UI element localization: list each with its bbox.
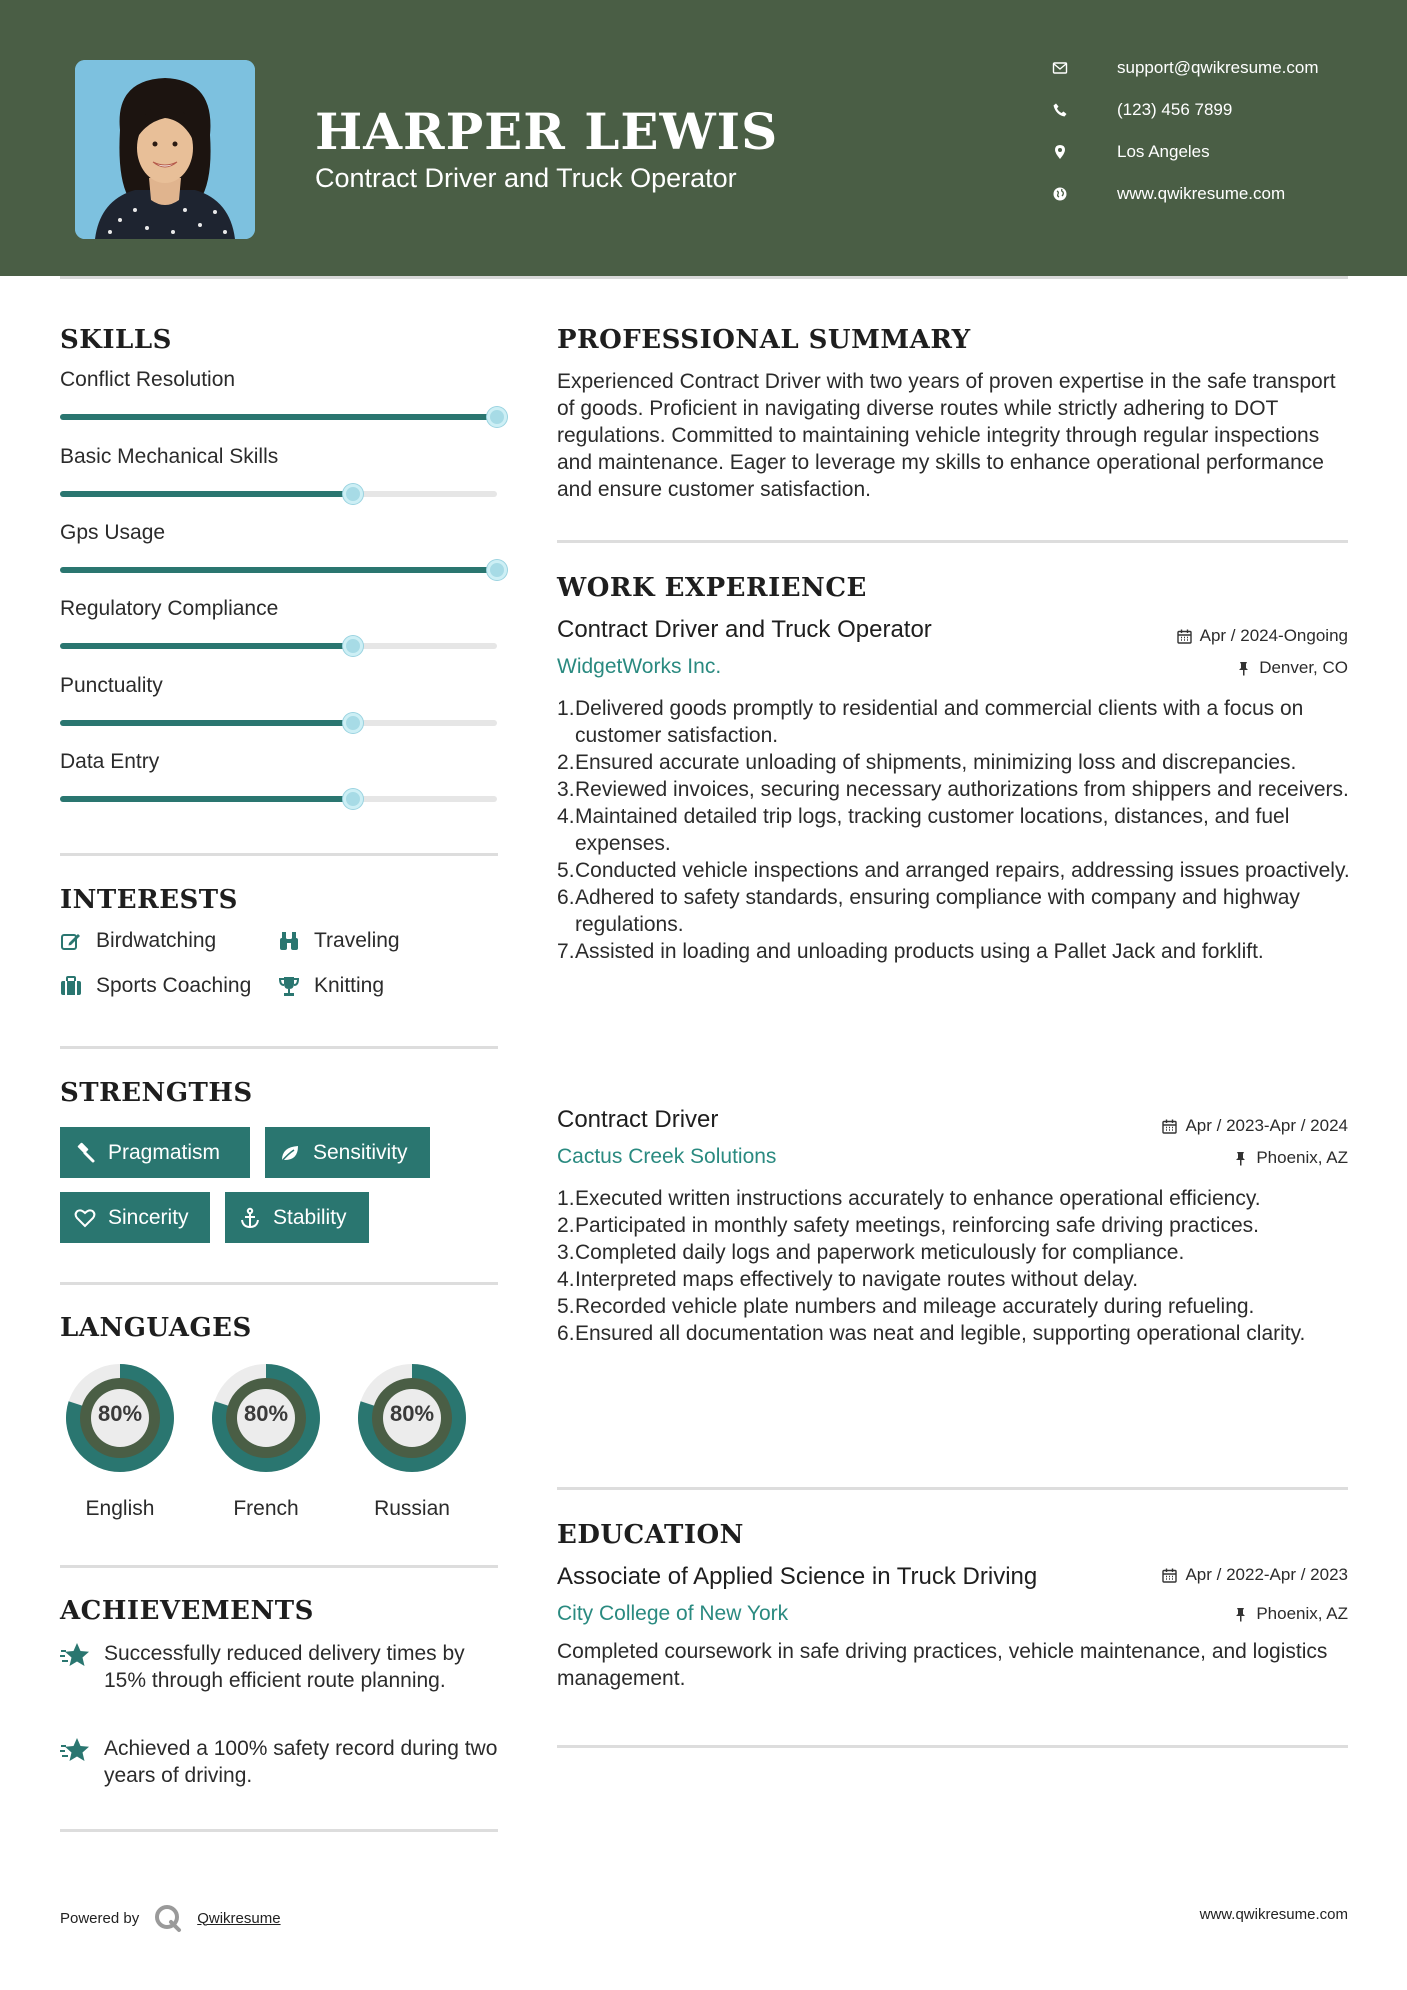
skill-bar-knob <box>343 636 363 656</box>
job-bullet: Ensured all documentation was neat and legible, supporting operational clarity. <box>575 1322 1306 1345</box>
language-item <box>205 1357 327 1520</box>
powered-by-text: Powered by <box>60 1909 140 1927</box>
contact-email[interactable] <box>1052 58 1392 78</box>
pushpin-icon <box>1236 661 1251 676</box>
job-title: Contract Driver <box>557 1106 719 1133</box>
qwikresume-link[interactable]: Qwikresume <box>197 1909 281 1927</box>
qwikresume-logo-icon <box>153 1903 183 1933</box>
strength-badge <box>265 1127 430 1178</box>
skill-bar-fill <box>60 796 353 802</box>
job-date <box>1162 1116 1348 1136</box>
job-bullet: Delivered goods promptly to residential and commercial clients with a focus on customer satisfaction. <box>575 697 1304 747</box>
contact-location-text: Los Angeles <box>1117 142 1210 161</box>
skill-bar-fill <box>60 720 353 726</box>
interest-item <box>60 929 216 953</box>
contact-location <box>1052 142 1392 162</box>
skill-bar <box>60 720 497 726</box>
skill-bar <box>60 796 497 802</box>
summary-heading: PROFESSIONAL SUMMARY <box>557 325 971 355</box>
experience-heading: WORK EXPERIENCE <box>557 573 867 603</box>
education-heading: EDUCATION <box>557 1520 744 1550</box>
trophy-icon <box>278 975 314 997</box>
job-bullets <box>557 1185 1352 1347</box>
skill-bar <box>60 643 497 649</box>
skill-label: Punctuality <box>60 674 163 697</box>
job-bullets <box>557 695 1352 965</box>
interest-label: Sports Coaching <box>96 974 252 997</box>
education-date <box>1162 1565 1348 1585</box>
binoculars-icon <box>278 930 314 952</box>
job-bullet: Adhered to safety standards, ensuring compliance with company and highway regulations. <box>575 886 1300 936</box>
company-name: WidgetWorks Inc. <box>557 655 722 678</box>
map-pin-icon <box>1052 144 1082 160</box>
education-location-text: Phoenix, AZ <box>1256 1604 1348 1623</box>
interests-heading: INTERESTS <box>60 885 238 915</box>
edit-icon <box>60 930 96 952</box>
section-divider <box>60 1565 498 1568</box>
skill-bar-knob <box>343 789 363 809</box>
job-bullet: Assisted in loading and unloading products using a Pallet Jack and forklift. <box>575 940 1264 963</box>
pushpin-icon <box>1233 1151 1248 1166</box>
interest-label: Birdwatching <box>96 929 217 952</box>
skill-label: Data Entry <box>60 750 160 773</box>
achievement-text: Achieved a 100% safety record during two years of driving. <box>104 1737 498 1787</box>
section-divider <box>557 1745 1348 1748</box>
calendar-icon <box>1177 629 1192 644</box>
interest-label: Traveling <box>314 929 400 952</box>
skill-label: Basic Mechanical Skills <box>60 445 279 468</box>
profile-photo <box>75 60 255 239</box>
job-bullet: Interpreted maps effectively to navigate routes without delay. <box>575 1268 1139 1291</box>
languages-heading: LANGUAGES <box>60 1313 252 1343</box>
calendar-icon <box>1162 1568 1177 1583</box>
skills-heading: SKILLS <box>60 325 172 355</box>
strength-label: Stability <box>273 1205 347 1229</box>
skill-bar <box>60 567 497 573</box>
heart-icon <box>74 1207 96 1229</box>
skill-bar-fill <box>60 414 497 420</box>
candidate-name: HARPER LEWIS <box>315 102 779 161</box>
interest-item <box>278 974 384 998</box>
skill-bar-knob <box>343 713 363 733</box>
job-bullet: Executed written instructions accurately to enhance operational efficiency. <box>575 1187 1261 1210</box>
strength-label: Pragmatism <box>108 1140 221 1164</box>
achievement-item <box>60 1735 500 1789</box>
contact-website[interactable] <box>1052 184 1392 204</box>
job-location-text: Phoenix, AZ <box>1256 1148 1348 1167</box>
globe-icon <box>1052 186 1082 202</box>
profile-photo-image <box>75 60 255 239</box>
job-date-text: Apr / 2024-Ongoing <box>1199 626 1348 645</box>
skill-bar-fill <box>60 567 497 573</box>
section-divider <box>60 1046 498 1049</box>
achievement-item <box>60 1640 500 1694</box>
strength-label: Sincerity <box>108 1205 189 1229</box>
candidate-title: Contract Driver and Truck Operator <box>315 163 737 193</box>
language-name: Russian <box>374 1497 450 1520</box>
section-divider <box>557 1487 1348 1490</box>
skill-bar <box>60 491 497 497</box>
briefcase-icon <box>60 975 96 997</box>
interest-label: Knitting <box>314 974 385 997</box>
language-name: French <box>233 1497 299 1520</box>
language-item <box>59 1357 181 1520</box>
contact-phone[interactable] <box>1052 100 1392 120</box>
language-percent: 80% <box>97 1401 143 1426</box>
gavel-icon <box>74 1142 96 1164</box>
job-bullet: Ensured accurate unloading of shipments, minimizing loss and discrepancies. <box>575 751 1297 774</box>
skill-label: Conflict Resolution <box>60 368 236 391</box>
interest-item <box>278 929 400 953</box>
contact-website-text: www.qwikresume.com <box>1117 184 1286 203</box>
job-date-text: Apr / 2023-Apr / 2024 <box>1185 1116 1348 1135</box>
star-icon <box>60 1735 104 1789</box>
phone-icon <box>1052 102 1082 118</box>
language-percent: 80% <box>243 1401 289 1426</box>
job-location <box>1233 1148 1348 1168</box>
language-percent: 80% <box>389 1401 435 1426</box>
skill-bar-knob <box>487 407 507 427</box>
pushpin-icon <box>1233 1607 1248 1622</box>
job-bullet: Completed daily logs and paperwork meticulously for compliance. <box>575 1241 1185 1264</box>
education-description: Completed coursework in safe driving practices, vehicle maintenance, and logistics management. <box>557 1640 1328 1690</box>
company-name: Cactus Creek Solutions <box>557 1145 777 1168</box>
school-name: City College of New York <box>557 1602 789 1625</box>
section-divider <box>60 1282 498 1285</box>
skill-bar <box>60 414 497 420</box>
anchor-icon <box>239 1207 261 1229</box>
envelope-icon <box>1052 60 1082 76</box>
skill-label: Regulatory Compliance <box>60 597 279 620</box>
job-bullet: Recorded vehicle plate numbers and mileage accurately during refueling. <box>575 1295 1255 1318</box>
degree-title: Associate of Applied Science in Truck Driving <box>557 1563 1038 1590</box>
job-bullet: Conducted vehicle inspections and arranged repairs, addressing issues proactively. <box>575 859 1350 882</box>
language-name: English <box>85 1497 155 1520</box>
header-divider <box>60 276 1348 279</box>
section-divider <box>557 540 1348 543</box>
strengths-heading: STRENGTHS <box>60 1078 253 1108</box>
section-divider <box>60 1829 498 1832</box>
star-icon <box>60 1640 104 1694</box>
footer-website[interactable]: www.qwikresume.com <box>1199 1906 1348 1923</box>
skill-bar-knob <box>487 560 507 580</box>
skill-bar-fill <box>60 643 353 649</box>
job-title: Contract Driver and Truck Operator <box>557 616 932 643</box>
achievements-heading: ACHIEVEMENTS <box>60 1596 314 1626</box>
strength-badge <box>60 1127 250 1178</box>
contact-phone-text: (123) 456 7899 <box>1117 100 1233 119</box>
interest-item <box>60 974 251 998</box>
job-date <box>1177 626 1348 646</box>
strength-label: Sensitivity <box>313 1140 408 1164</box>
calendar-icon <box>1162 1119 1177 1134</box>
footer-powered-by <box>60 1903 281 1933</box>
skill-label: Gps Usage <box>60 521 166 544</box>
section-divider <box>60 853 498 856</box>
language-item <box>351 1357 473 1520</box>
job-bullet: Participated in monthly safety meetings, reinforcing safe driving practices. <box>575 1214 1259 1237</box>
education-date-text: Apr / 2022-Apr / 2023 <box>1185 1565 1348 1584</box>
skill-bar-knob <box>343 484 363 504</box>
summary-text: Experienced Contract Driver with two years of proven expertise in the safe transport of goods. Proficient in navigating diverse routes while strictly adhering to DOT regulations. Committed to maintaining vehicle integrity through regular inspections and maintenance. Eager to leverage my skills to enhance operational performance and ensure customer satisfaction. <box>557 370 1336 501</box>
job-location-text: Denver, CO <box>1259 658 1348 677</box>
skill-bar-fill <box>60 491 353 497</box>
strength-badge <box>225 1192 369 1243</box>
leaf-icon <box>279 1142 301 1164</box>
job-location <box>1236 658 1348 678</box>
education-location <box>1233 1604 1348 1624</box>
contact-email-text: support@qwikresume.com <box>1117 58 1319 77</box>
job-bullet: Maintained detailed trip logs, tracking customer locations, distances, and fuel expenses. <box>575 805 1290 855</box>
job-bullet: Reviewed invoices, securing necessary authorizations from shippers and receivers. <box>575 778 1349 801</box>
resume-header <box>0 0 1407 276</box>
strength-badge <box>60 1192 210 1243</box>
achievement-text: Successfully reduced delivery times by 15% through efficient route planning. <box>104 1642 465 1692</box>
